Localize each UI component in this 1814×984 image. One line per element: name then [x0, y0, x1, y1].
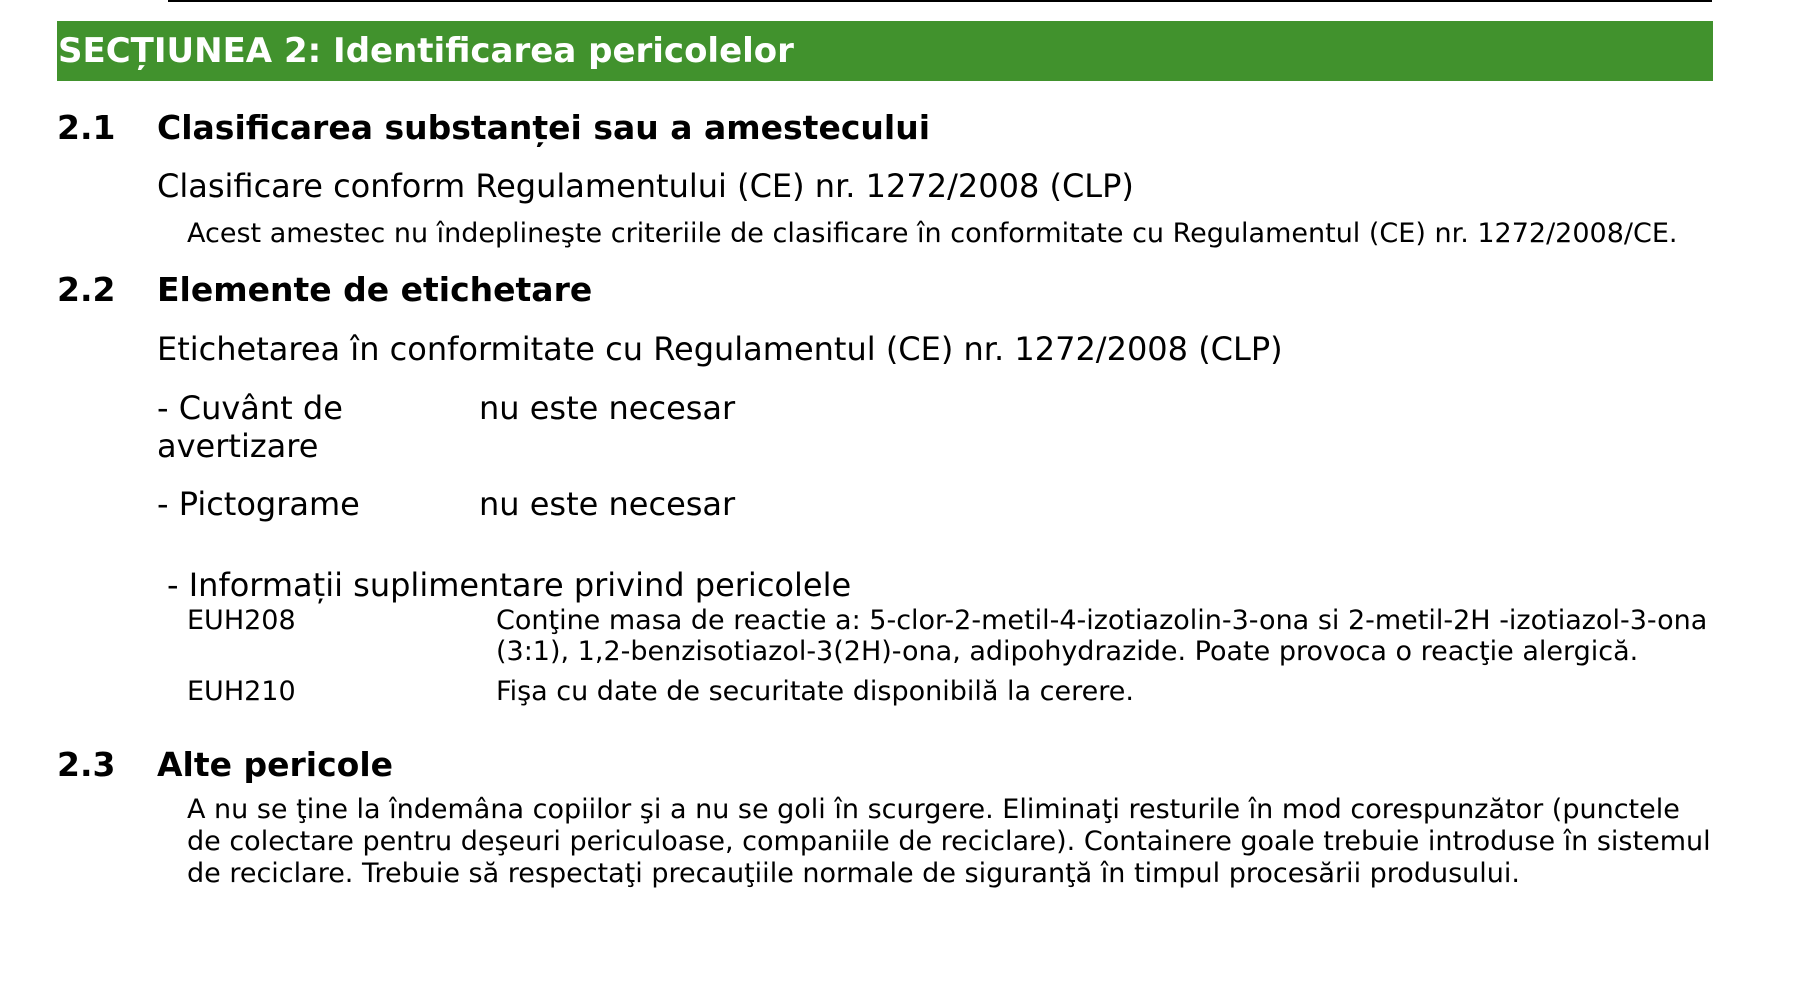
section-title-2-1: Clasificarea substanței sau a amestecului: [157, 108, 931, 147]
pictograms-value: nu este necesar: [479, 485, 736, 523]
previous-table-bottom-edge: [168, 0, 1712, 2]
other-hazards-text: A nu se ţine la îndemâna copiilor şi a nu se goli în scurgere. Eliminaţi resturile în mod corespunzător (punctele de colectare pentru deşeuri periculoase, companiile de reciclare). Containere goale trebuie introduse în sistemul de reciclare. Trebuie să respectaţi precauţiile normale de siguranţă în timpul procesării produsului.: [187, 794, 1711, 889]
section-banner: SECȚIUNEA 2: Identificarea pericolelor: [57, 21, 1713, 81]
hazard-code-euh210: EUH210: [187, 676, 296, 707]
hazard-statement-euh208: Conţine masa de reactie a: 5-clor-2-metil-4-izotiazolin-3-ona si 2-metil-2H -izotiazol-3-ona (3:1), 1,2-benzisotiazol-3(2H)-ona, adipohydrazide. Poate provoca o reacţie alergică.: [496, 605, 1708, 667]
hazard-code-euh208: EUH208: [187, 605, 296, 636]
section-title-2-2: Elemente de etichetare: [157, 270, 593, 309]
section-title-2-3: Alte pericole: [157, 745, 394, 784]
classification-text: Acest amestec nu îndeplineşte criteriile de clasificare în conformitate cu Regulamentul (CE) nr. 1272/2008/CE.: [187, 218, 1678, 249]
signal-word-label: - Cuvânt de avertizare: [157, 389, 343, 465]
pictograms-label: - Pictograme: [157, 485, 360, 523]
section-number-2-1: 2.1: [57, 108, 116, 147]
signal-word-value: nu este necesar: [479, 389, 736, 427]
labelling-subtitle: Etichetarea în conformitate cu Regulamentul (CE) nr. 1272/2008 (CLP): [157, 330, 1283, 368]
classification-subtitle: Clasificare conform Regulamentului (CE) nr. 1272/2008 (CLP): [157, 167, 1134, 205]
supplementary-info-title: - Informații suplimentare privind pericolele: [167, 566, 852, 604]
section-number-2-3: 2.3: [57, 745, 116, 784]
hazard-statement-euh210: Fişa cu date de securitate disponibilă la cerere.: [496, 676, 1134, 707]
section-number-2-2: 2.2: [57, 270, 116, 309]
